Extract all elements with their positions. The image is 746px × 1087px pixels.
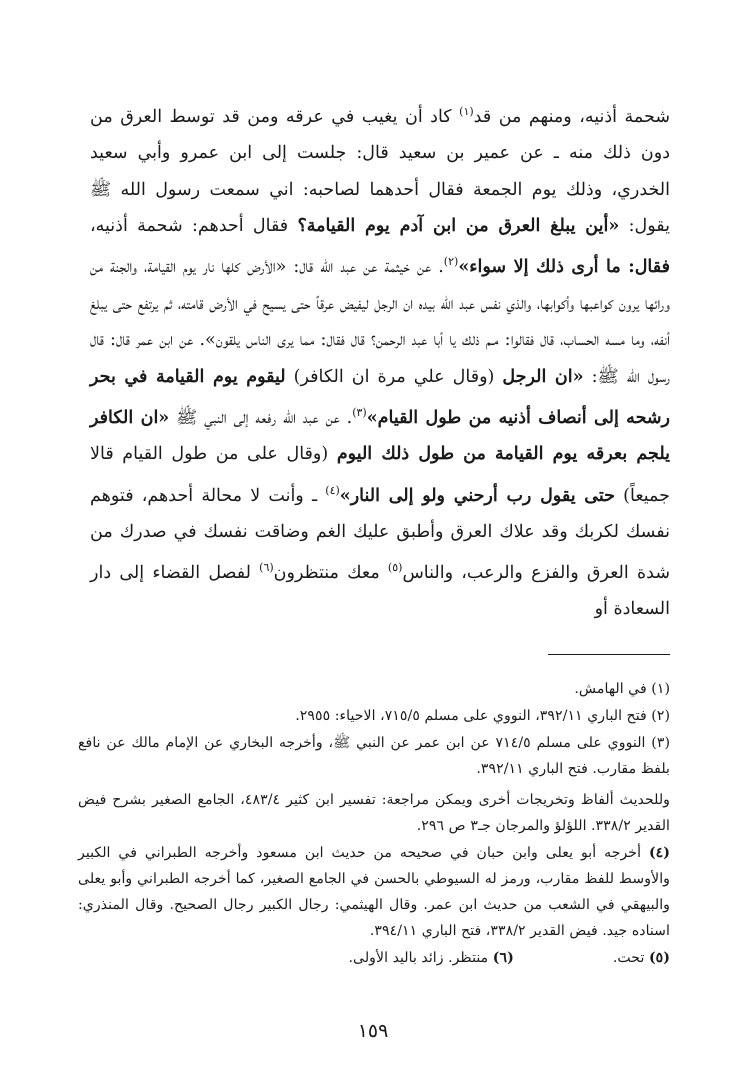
footnote-text: فتح الباري ٣٩٢/١١، النووي على مسلم ٧١٥/٥، الاحياء: ٢٩٥٥. (295, 708, 647, 724)
footnote-separator (548, 654, 670, 655)
hadith-quote: فقال: ما أرى ذلك إلا سواء» (458, 257, 670, 278)
page-number: ١٥٩ (357, 1020, 389, 1042)
footnote-ref: (٣) (352, 405, 367, 419)
footnotes (78, 676, 670, 971)
footnote-number: (١) (651, 681, 670, 697)
text-run: . عن عبد الله رفعه إلى النبي ﷺ (169, 407, 353, 428)
footnote-1 (78, 676, 670, 702)
text-run: شحمة أذنيه، ومنهم من قد (473, 106, 670, 127)
hadith-quote: «ان الكافر يلجم بعرقه يوم القيامة من طول ذلك اليوم (90, 407, 670, 465)
footnote-text: في الهامش. (574, 681, 647, 697)
footnote-2 (78, 703, 670, 729)
text-run: (وقال على من طول القيام قالا جميعاً) (90, 444, 670, 506)
text-run: لفصل القضاء إلى دار السعادة أو (90, 563, 670, 620)
footnote-text: تحت. (612, 950, 645, 966)
footnote-ref: (٤) (325, 483, 340, 497)
footnote-ref: (١) (459, 105, 474, 118)
hadith-quote: «ان الرجل (502, 366, 584, 387)
hadith-quote: «أين يبلغ العرق من ابن آدم يوم القيامة؟ (297, 216, 620, 237)
footnote-3-continuation (78, 787, 670, 839)
footnote-number: (٦) (492, 950, 514, 966)
footnote-text: أخرجه أبو يعلى وابن حبان في صحيحه من حديث ابن مسعود وأخرجه الطبراني في الكبير والأوسط للفظ مقارب، ورمز له السيوطي بالحسن في الجامع الصغير، كما أخرجه الطبراني وأبو يعلى والبيهقي في الشعب من حديث ابن عمر. وقال الهيثمي: رجال الكبير رجال الصحيح. وقال المنذري: اسناده جيد. فيض القدير ٣٣٨/٢، فتح الباري ٣٩٤/١١. (78, 845, 670, 939)
footnote-4 (78, 840, 670, 944)
hadith-quote: ليقوم يوم القيامة في بحر رشحه إلى أنصاف أذنيه من طول القيام» (90, 366, 670, 428)
text-run: (وقال علي مرة ان الكافر) (285, 366, 503, 387)
footnote-text: النووي على مسلم ٧١٤/٥ عن ابن عمر عن النبي ﷺ، وأخرجه البخاري عن الإمام مالك عن نافع بلفظ مقارب. فتح الباري ٣٩٢/١١. (78, 735, 670, 777)
hadith-quote: حتى يقول رب أرحني ولو إلى النار» (339, 485, 615, 506)
footnote-ref: (٥) (387, 561, 403, 575)
footnote-number: (٤) (648, 845, 670, 861)
text-run: معك منتظرون (273, 563, 388, 584)
text-run: . عن خيثمة عن عبد الله قال: «الأرض كلها نار يوم القيامة، والجنة من ورائها يرون كواعبها وأكوابها، والذي نفس عبد الله بيده ان الرجل ليفيض عرقاً حتى يسيح في الأرض قامته، ثم يرتفع حتى يبلغ أنفه، وما مسه الحساب، قال فقالوا: مـم ذلك يا أبا عبد الرحمن؟ قال فقال: مما يرى الناس يلقون». عن ابن عمر قال: قال رسول الله ﷺ: (90, 257, 670, 387)
footnote-3 (78, 730, 670, 782)
footnote-number: (٣) (651, 735, 671, 751)
main-paragraph (90, 94, 670, 628)
footnote-number: (٥) (648, 950, 670, 966)
footnote-number: (٢) (651, 708, 670, 724)
text-run: كاد أن يغيب في عرقه ومن قد توسط العرق من دون ذلك منه ـ عن عمير بن سعيد قال: جلست إلى ابن عمرو وأبي سعيد الخدري، وذلك يوم الجمعة فقال أحدهما لصاحبه: اني سمعت رسول الله ﷺ يقول: (90, 106, 670, 237)
main-text (90, 94, 670, 628)
footnote-ref: (٢) (443, 255, 459, 269)
text-run: فقال أحدهم: شحمة أذنيه، (90, 216, 298, 237)
footnote-text: منتظر. زائد باليد الأولى. (348, 950, 489, 966)
footnote-text: وللحديث ألفاظ وتخريجات أخرى ويمكن مراجعة: تفسير ابن كثير ٤٨٣/٤، الجامع الصغير بشرح فيض القدير ٣٣٨/٢. اللؤلؤ والمرجان جـ٣ ص ٢٩٦. (78, 792, 671, 834)
footnote-ref: (٦) (259, 561, 274, 575)
footnotes-5-6 (78, 945, 670, 971)
text-run: ـ وأنت لا محالة أحدهم، فتوهم نفسك لكربك وقد علاك العرق وأطبق عليك الغم وضاقت نفسك في صدرك من شدة العرق والفزع والرعب، والناس (90, 485, 670, 584)
